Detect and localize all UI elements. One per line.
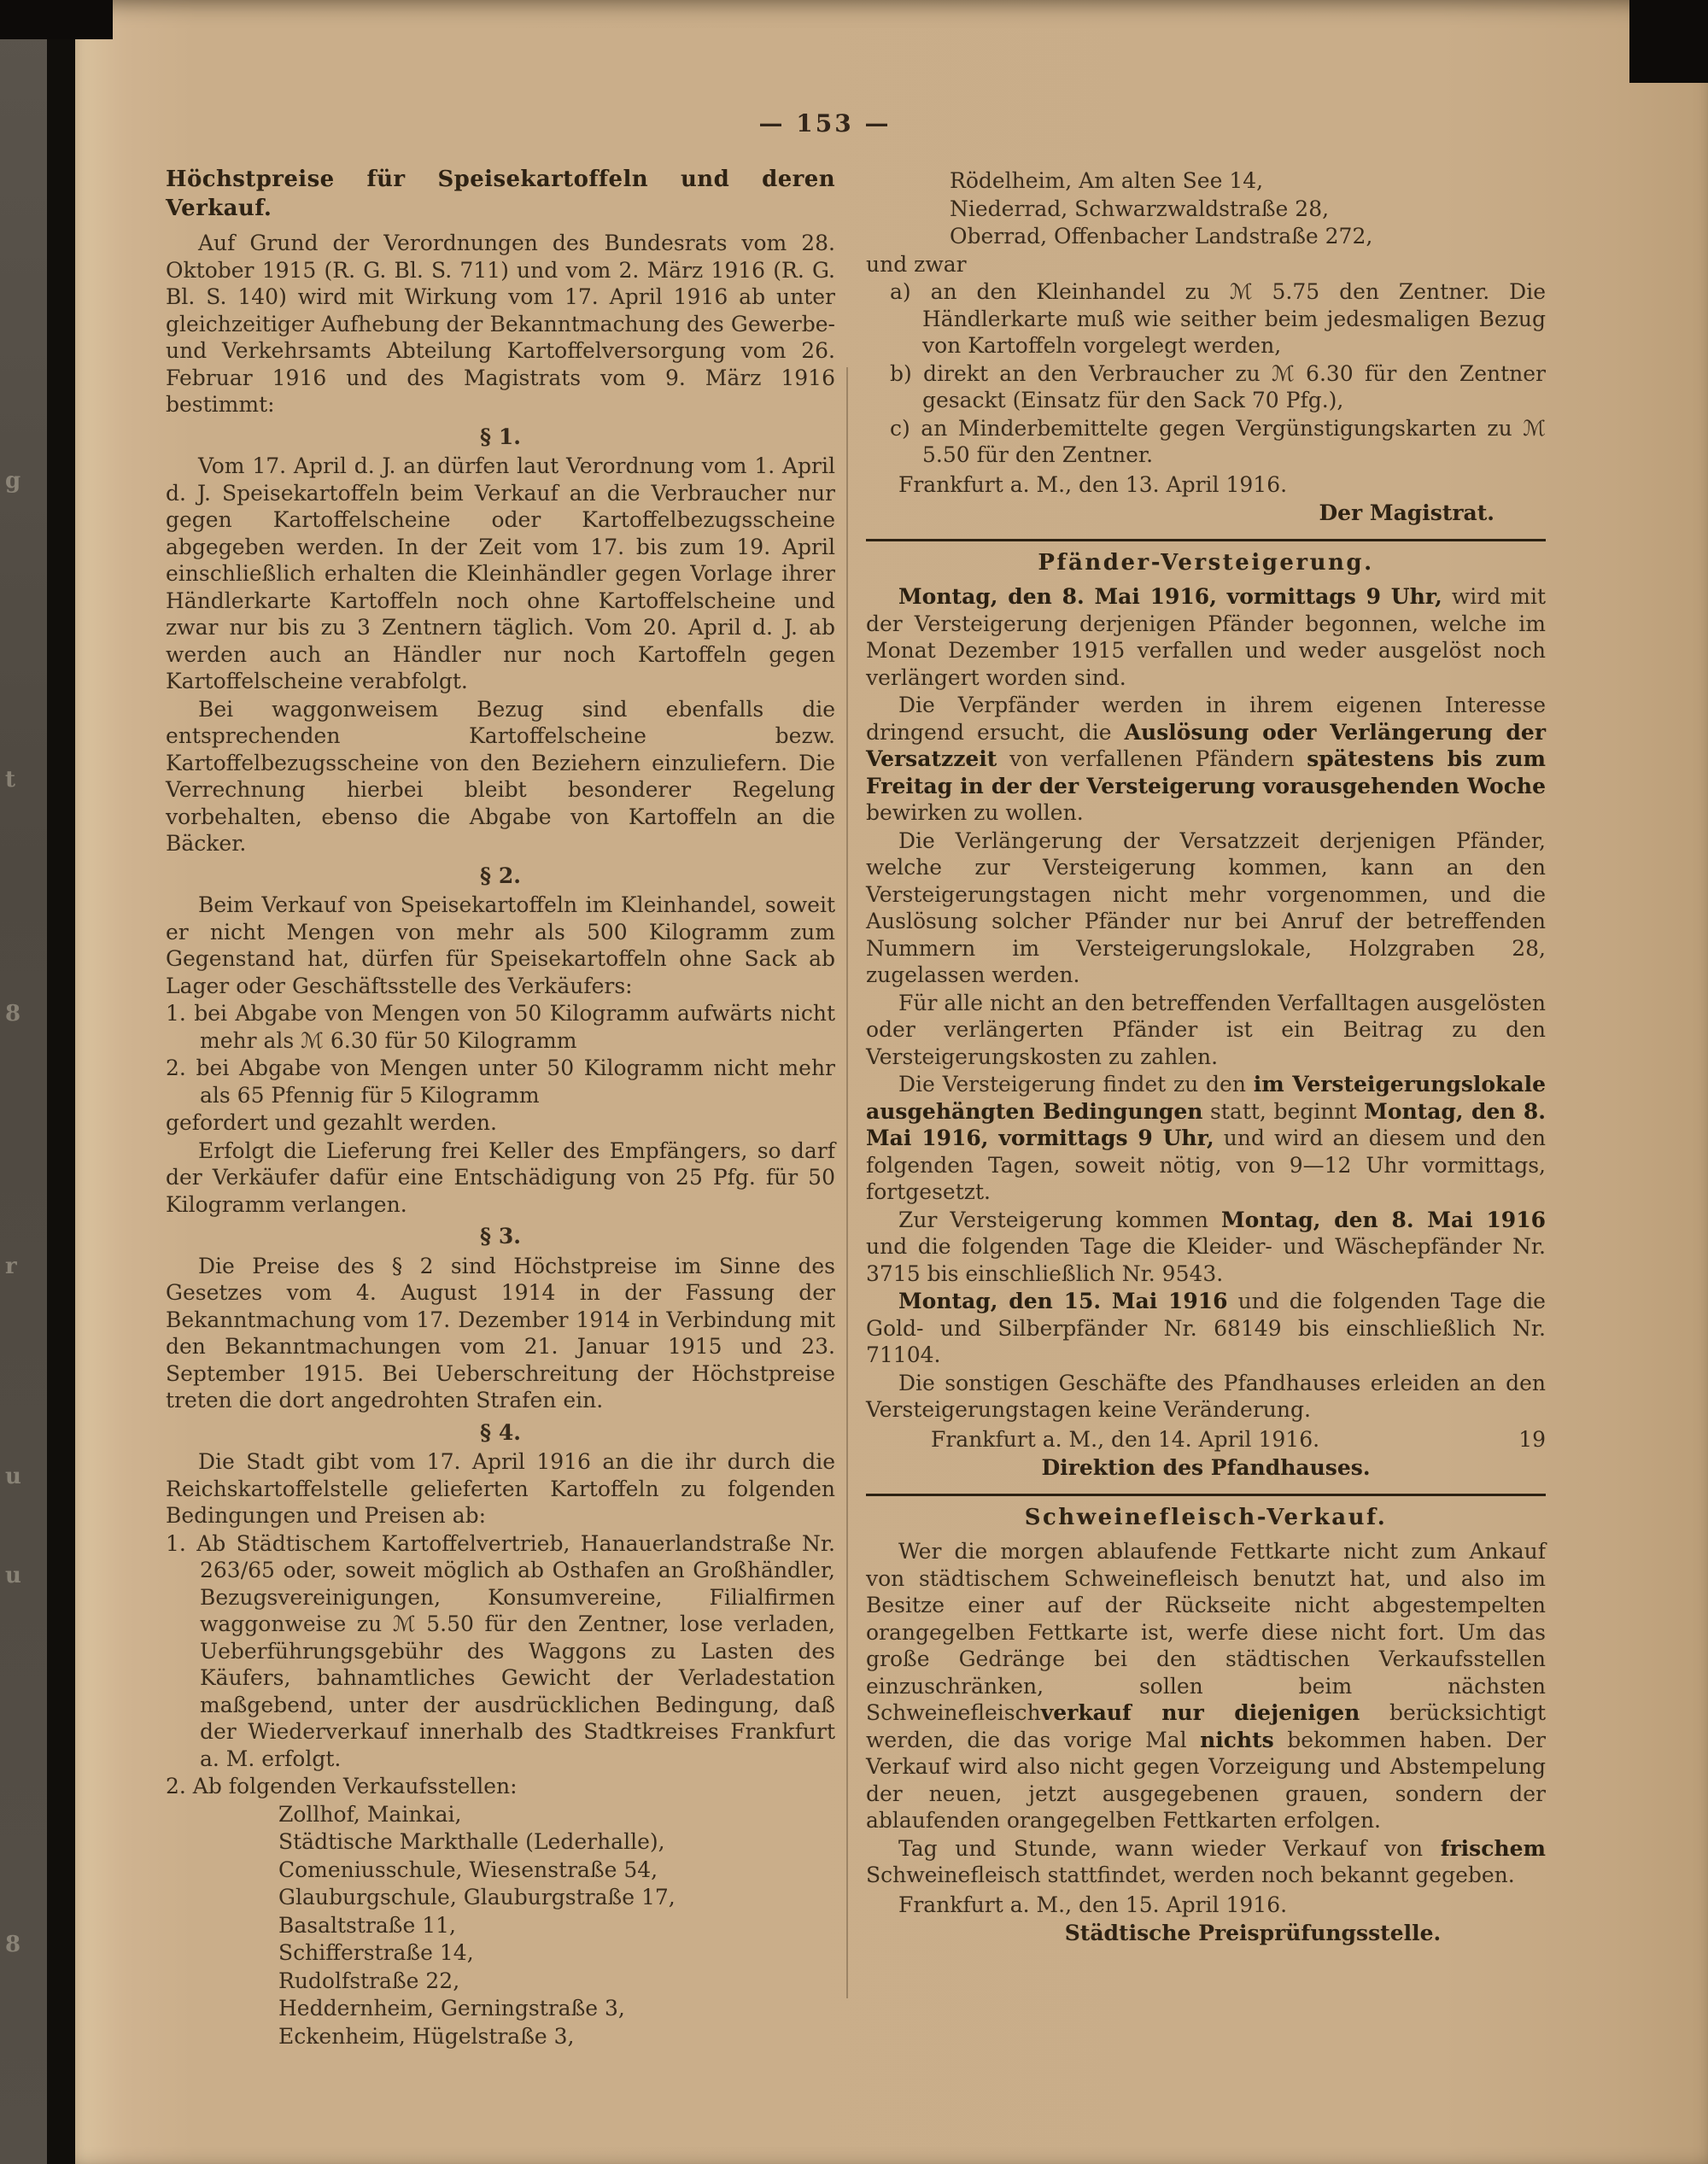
list-item: b) direkt an den Verbraucher zu ℳ 6.30 für den Zentner gesackt (Einsatz für den Sack 70 Pfg.),	[890, 360, 1546, 412]
section-heading: § 2.	[480, 863, 521, 888]
article-divider-rule	[866, 539, 1546, 541]
article-title-pfaender: Pfänder-Versteigerung.	[1038, 549, 1374, 576]
list-item: a) an den Kleinhandel zu ℳ 5.75 den Zentner. Die Händlerkarte muß wie seither beim jedesmaligen Bezug von Kartoffeln vorgelegt werden,	[890, 279, 1546, 358]
paragraph: Die Verpfänder werden in ihrem eigenen Interesse dringend ersucht, die Auslösung oder Verlängerung der Versatzzeit von verfallenen Pfändern spätestens bis zum Freitag in der der Versteigerung vorausgehenden Woche bewirken zu wollen.	[866, 693, 1546, 825]
left-column	[166, 165, 835, 2050]
paragraph: Auf Grund der Verordnungen des Bundesrats vom 28. Oktober 1915 (R. G. Bl. S. 711) und vom 2. März 1916 (R. G. Bl. S. 140) wird mit Wirkung vom 17. April 1916 ab unter gleichzeitiger Aufhebung der Bekanntmachung des Gewerbe- und Verkehrsamts Abteilung Kartoffelversorgung vom 26. Februar 1916 und des Magistrats vom 9. März 1916 bestimmt:	[166, 231, 835, 417]
list-item: 1. bei Abgabe von Mengen von 50 Kilogramm aufwärts nicht mehr als ℳ 6.30 für 50 Kilogramm	[166, 1001, 835, 1053]
right-column	[866, 167, 1546, 1954]
paragraph: Vom 17. April d. J. an dürfen laut Verordnung vom 1. April d. J. Speisekartoffeln beim Verkauf an die Verbraucher nur gegen Kartoffelscheine oder Kartoffelbezugsscheine abgegeben werden. In der Zeit vom 17. bis zum 19. April einschließlich erhalten die Kleinhändler gegen Vorlage ihrer Händlerkarte Kartoffeln noch ohne Kartoffelscheine und zwar nur bis zu 3 Zentnern täglich. Vom 20. April d. J. ab werden auch an Händler nur noch Kartoffeln gegen Kartoffelscheine verabfolgt.	[166, 453, 835, 693]
paragraph: Die Stadt gibt vom 17. April 1916 an die ihr durch die Reichskartoffelstelle gelieferten Kartoffeln zu folgenden Bedingungen und Preisen ab:	[166, 1449, 835, 1528]
margin-bleed-mark: t	[5, 767, 16, 792]
address-line: Comeniusschule, Wiesenstraße 54,	[278, 1857, 658, 1882]
page-number: — 153 —	[758, 109, 892, 137]
section-heading: § 3.	[480, 1224, 521, 1249]
list-item: c) an Minderbemittelte gegen Vergünstigungskarten zu ℳ 5.50 für den Zentner.	[890, 415, 1546, 467]
address-line: Glauburgschule, Glauburgstraße 17,	[278, 1885, 676, 1910]
paragraph: Bei waggonweisem Bezug sind ebenfalls die entsprechenden Kartoffelscheine bezw. Kartoffelbezugsscheine von den Beziehern einzuliefern. Die Verrechnung hierbei bleibt besonderer Regelung vorbehalten, ebenso die Abgabe von Kartoffeln an die Bäcker.	[166, 696, 835, 856]
section-heading: § 1.	[480, 424, 521, 449]
paragraph: Beim Verkauf von Speisekartoffeln im Kleinhandel, soweit er nicht Mengen von mehr als 500 Kilogramm zum Gegenstand hat, dürfen für Speisekartoffeln ohne Sack ab Lager oder Geschäftsstelle des Verkäufers:	[166, 892, 835, 998]
paragraph: Montag, den 8. Mai 1916, vormittags 9 Uhr, wird mit der Versteigerung derjenigen Pfänder begonnen, welche im Monat Dezember 1915 verfallen und weder ausgelöst noch verlängert worden sind.	[866, 584, 1546, 690]
book-binding-shadow	[47, 0, 75, 2164]
article-title-schweinefleisch: Schweinefleisch-Verkauf.	[1024, 1504, 1388, 1530]
scan-corner-shadow	[0, 0, 113, 39]
address-line: Städtische Markthalle (Lederhalle),	[278, 1829, 665, 1854]
paragraph: Die Verlängerung der Versatzzeit derjenigen Pfänder, welche zur Versteigerung kommen, kann an den Versteigerungstagen nicht mehr vorgenommen, und die Auslösung solcher Pfänder nur bei Anruf der betreffenden Nummern im Versteigerungslokale, Holzgraben 28, zugelassen werden.	[866, 828, 1546, 987]
date-line: Frankfurt a. M., den 15. April 1916.	[898, 1892, 1288, 1917]
date-line	[866, 1426, 1546, 1453]
margin-bleed-mark: 8	[5, 1932, 21, 1957]
paragraph: Erfolgt die Lieferung frei Keller des Empfängers, so darf der Verkäufer dafür eine Entschädigung von 25 Pfg. für 50 Kilogramm verlangen.	[166, 1138, 835, 1217]
list-item: 1. Ab Städtischem Kartoffelvertrieb, Hanauerlandstraße Nr. 263/65 oder, soweit möglich ab Osthafen an Großhändler, Bezugsvereinigungen, Konsumvereine, Filialfirmen waggonweise zu ℳ 5.50 für den Zentner, lose verladen, Ueberführungsgebühr des Waggons zu Lasten des Käufers, bahnamtliches Gewicht der Verladestation maßgebend, unter der ausdrücklichen Bedingung, daß der Wiederverkauf innerhalb des Stadtkreises Frankfurt a. M. erfolgt.	[166, 1530, 835, 1771]
address-line: Schifferstraße 14,	[278, 1940, 474, 1965]
date-line: Frankfurt a. M., den 13. April 1916.	[898, 471, 1288, 497]
address-line: Rödelheim, Am alten See 14,	[950, 168, 1264, 193]
list-item: 2. bei Abgabe von Mengen unter 50 Kilogramm nicht mehr als 65 Pfennig für 5 Kilogramm	[166, 1056, 835, 1108]
paragraph: Montag, den 15. Mai 1916 und die folgenden Tage die Gold- und Silberpfänder Nr. 68149 bis einschließlich Nr. 71104.	[866, 1289, 1546, 1367]
margin-bleed-mark: u	[5, 1563, 21, 1588]
margin-bleed-mark: g	[5, 468, 21, 494]
list-item: 2. Ab folgenden Verkaufsstellen:	[166, 1774, 518, 1798]
address-line: Heddernheim, Gerningstraße 3,	[278, 1996, 625, 2021]
signature-preispruefungsstelle: Städtische Preisprüfungsstelle.	[1064, 1921, 1442, 1945]
paragraph: Tag und Stunde, wann wieder Verkauf von frischem Schweinefleisch stattfindet, werden noch bekannt gegeben.	[866, 1835, 1546, 1887]
paragraph: Für alle nicht an den betreffenden Verfalltagen ausgelösten oder verlängerten Pfänder ist ein Beitrag zu den Versteigerungskosten zu zahlen.	[866, 990, 1546, 1069]
margin-bleed-mark: u	[5, 1464, 21, 1489]
section-heading: § 4.	[480, 1419, 521, 1445]
margin-bleed-mark: 8	[5, 1001, 21, 1026]
article-divider-rule	[866, 1494, 1546, 1496]
paragraph: Die Versteigerung findet zu den im Versteigerungslokale ausgehängten Bedingungen statt, beginnt Montag, den 8. Mai 1916, vormittags 9 Uhr, und wird an diesem und den folgenden Tagen, soweit nötig, von 9—12 Uhr vormittags, fortgesetzt.	[866, 1072, 1546, 1204]
signature-magistrat: Der Magistrat.	[1319, 500, 1494, 525]
address-line: Basaltstraße 11,	[278, 1912, 456, 1938]
address-line: Zollhof, Mainkai,	[278, 1801, 462, 1827]
document-page	[75, 0, 1708, 2164]
scan-margin-band	[0, 0, 47, 2164]
article-title-potato-prices: Höchstpreise für Speisekartoffeln und deren Verkauf.	[166, 167, 835, 221]
signature-pfandhaus: Direktion des Pfandhauses.	[1041, 1455, 1371, 1480]
paragraph: Zur Versteigerung kommen Montag, den 8. Mai 1916 und die folgenden Tage die Kleider- und Wäschepfänder Nr. 3715 bis einschließlich Nr. 9543.	[866, 1207, 1546, 1286]
date-text: Frankfurt a. M., den 14. April 1916.	[931, 1426, 1320, 1452]
paragraph: gefordert und gezahlt werden.	[166, 1110, 497, 1135]
address-line: Niederrad, Schwarzwaldstraße 28,	[950, 196, 1330, 221]
column-divider-rule	[846, 367, 848, 1998]
paragraph: Wer die morgen ablaufende Fettkarte nicht zum Ankauf von städtischem Schweinefleisch benutzt hat, und also im Besitze einer auf der Rückseite nicht abgestempelten orangegelben Fettkarte ist, werfe diese nicht fort. Um das große Gedränge bei den städtischen Verkaufsstellen einzuschränken, sollen beim nächsten Schweinefleischverkauf nur diejenigen berücksichtigt werden, die das vorige Mal nichts bekommen haben. Der Verkauf wird also nicht gegen Vorzeigung und Abstempelung der neuen, jetzt ausgegebenen grauen, sondern der ablaufenden orangegelben Fettkarten erfolgen.	[866, 1539, 1546, 1833]
scan-corner-shadow	[1629, 0, 1708, 83]
job-number: 19	[1518, 1426, 1546, 1452]
paragraph: Die Preise des § 2 sind Höchstpreise im Sinne des Gesetzes vom 4. August 1914 in der Fassung der Bekanntmachung vom 17. Dezember 1914 in Verbindung mit den Bekanntmachungen vom 21. Januar 1915 und 23. September 1915. Bei Ueberschreitung der Höchstpreise treten die dort angedrohten Strafen ein.	[166, 1253, 835, 1412]
paragraph: Die sonstigen Geschäfte des Pfandhauses erleiden an den Versteigerungstagen keine Veränderung.	[866, 1370, 1546, 1422]
address-line: Eckenheim, Hügelstraße 3,	[278, 2023, 575, 2049]
address-line: Oberrad, Offenbacher Landstraße 272,	[950, 224, 1373, 249]
paragraph: und zwar	[866, 251, 967, 277]
margin-bleed-mark: r	[5, 1254, 17, 1279]
address-line: Rudolfstraße 22,	[278, 1968, 460, 1993]
